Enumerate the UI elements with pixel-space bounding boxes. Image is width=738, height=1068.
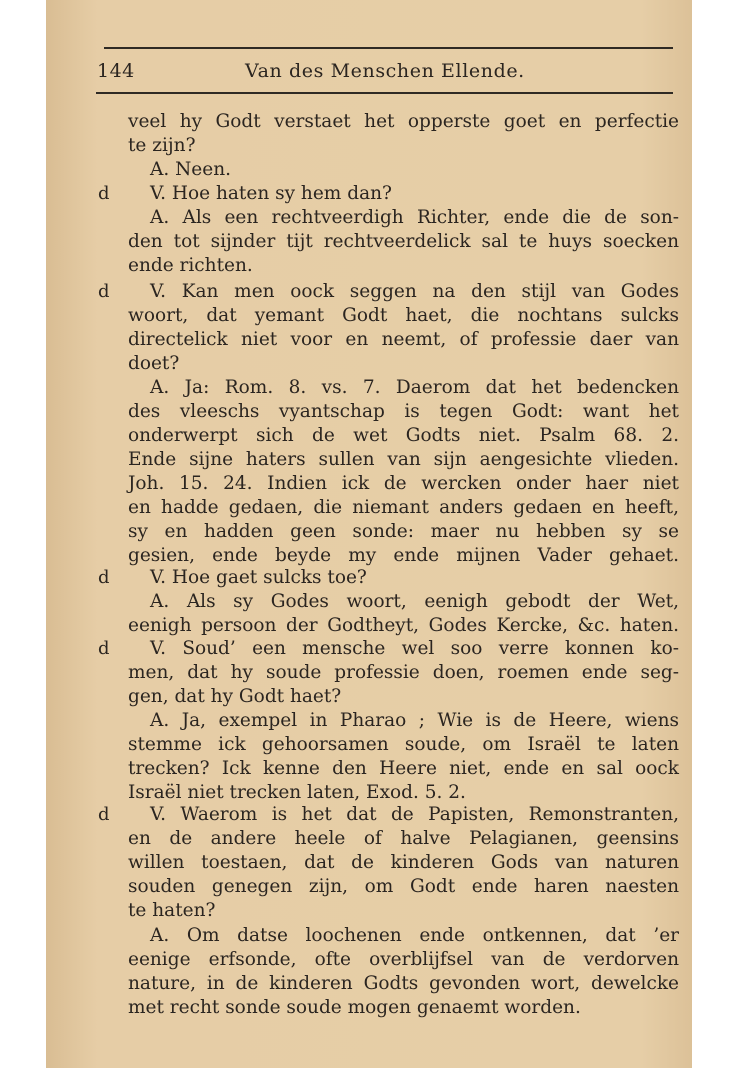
text-line: Joh. 15. 24. Indien ick de wercken onder haer niet xyxy=(128,473,679,494)
text-line: gen, dat hy Godt haet? xyxy=(128,686,342,707)
text-line: A. Neen. xyxy=(150,159,232,180)
header-bottom-rule xyxy=(96,92,673,94)
page-number: 144 xyxy=(97,60,135,82)
text-line: Ende sijne haters sullen van sijn aengesichte vlieden. xyxy=(128,449,679,470)
text-line: eenigh persoon der Godtheyt, Godes Kercke, &c. haten. xyxy=(128,615,679,636)
text-line: den tot sijnder tijt rechtveerdelick sal te huys soecken xyxy=(128,231,679,252)
text-line: directelick niet voor en neemt, of professie daer van xyxy=(128,329,679,350)
text-line: men, dat hy soude professie doen, roemen ende seg- xyxy=(128,662,679,683)
text-line: en de andere heele of halve Pelagianen, geensins xyxy=(128,828,679,849)
text-line: onderwerpt sich de wet Godts niet. Psalm 68. 2. xyxy=(128,425,679,446)
running-title: Van des Menschen Ellende. xyxy=(245,60,525,82)
text-line: A. Om datse loochenen ende ontkennen, dat ’er xyxy=(150,925,679,946)
text-line: nature, in de kinderen Godts gevonden wort, dewelcke xyxy=(128,973,679,994)
margin-mark: d xyxy=(98,804,110,825)
text-line: V. Soud’ een mensche wel soo verre konnen ko- xyxy=(150,638,679,659)
text-line: Israël niet trecken laten, Exod. 5. 2. xyxy=(128,782,466,803)
text-line: A. Als sy Godes woort, eenigh gebodt der Wet, xyxy=(150,591,679,612)
text-line: ende richten. xyxy=(128,255,253,276)
text-line: doet? xyxy=(128,353,180,374)
text-line: te haten? xyxy=(128,900,216,921)
text-line: V. Hoe gaet sulcks toe? xyxy=(150,567,367,588)
margin-mark: d xyxy=(98,638,110,659)
text-line: en hadde gedaen, die niemant anders gedaen en heeft, xyxy=(128,497,679,518)
text-line: te zijn? xyxy=(128,135,196,156)
text-line: eenige erfsonde, ofte overblijfsel van de verdorven xyxy=(128,949,679,970)
text-line: woort, dat yemant Godt haet, die nochtans sulcks xyxy=(128,305,679,326)
text-line: willen toestaen, dat de kinderen Gods van naturen xyxy=(128,852,679,873)
text-line: A. Als een rechtveerdigh Richter, ende die de son- xyxy=(150,207,679,228)
text-line: V. Kan men oock seggen na den stijl van Godes xyxy=(150,281,679,302)
text-line: sy en hadden geen sonde: maer nu hebben sy se xyxy=(128,521,679,542)
text-line: souden genegen zijn, om Godt ende haren naesten xyxy=(128,876,679,897)
margin-mark: d xyxy=(98,567,110,588)
text-line: stemme ick gehoorsamen soude, om Israël te laten xyxy=(128,734,679,755)
text-line: trecken? Ick kenne den Heere niet, ende en sal oock xyxy=(128,758,679,779)
text-line: A. Ja: Rom. 8. vs. 7. Daerom dat het bedencken xyxy=(150,377,679,398)
text-line: V. Waerom is het dat de Papisten, Remonstranten, xyxy=(150,804,679,825)
text-line: des vleeschs vyantschap is tegen Godt: want het xyxy=(128,401,679,422)
header-top-rule xyxy=(104,47,673,49)
text-line: A. Ja, exempel in Pharao ; Wie is de Heere, wiens xyxy=(150,710,679,731)
text-line: veel hy Godt verstaet het opperste goet en perfectie xyxy=(128,111,679,132)
margin-mark: d xyxy=(98,281,110,302)
text-line: met recht sonde soude mogen genaemt worden. xyxy=(128,997,581,1018)
margin-mark: d xyxy=(98,183,110,204)
text-line: gesien, ende beyde my ende mijnen Vader gehaet. xyxy=(128,545,679,566)
text-line: V. Hoe haten sy hem dan? xyxy=(150,183,392,204)
